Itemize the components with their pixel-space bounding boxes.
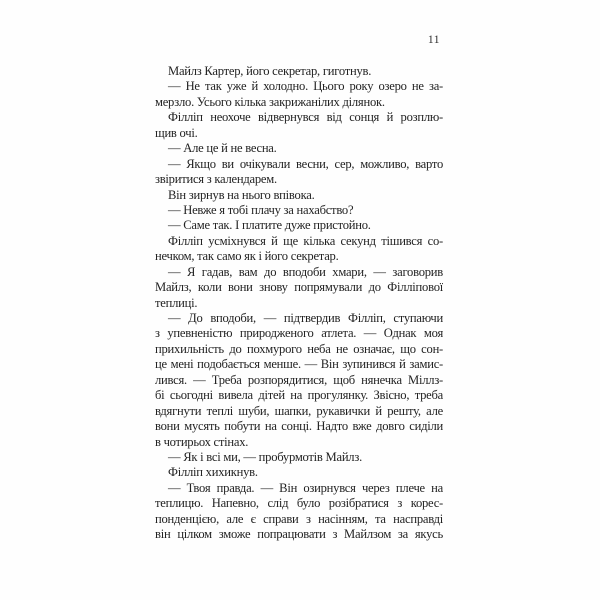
text-line: мерзло. Усього кілька закрижанілих ділянок. xyxy=(155,94,385,109)
text-line: Майлз Картер, його секретар, гиготнув. xyxy=(168,64,372,78)
page-number: 11 xyxy=(427,34,440,46)
text-line: нечком, так само як і його секретар. xyxy=(155,249,339,264)
text-line: щив очі. xyxy=(155,125,198,140)
text-line: лився. — Треба розпорядитися, щоб нянечка Міллз- xyxy=(155,372,443,387)
text-line: понденцією, але є справи з насінням, та насправді xyxy=(155,511,443,526)
text-line: звіритися з календарем. xyxy=(155,172,277,187)
text-line: вони мусять побути на сонці. Надто вже довго сиділи xyxy=(155,419,443,434)
text-line: — Якщо ви очікували весни, сер, можливо, варто xyxy=(168,156,443,171)
page-text xyxy=(155,64,443,543)
text-line: він цілком зможе попрацювати з Майлзом за якусь xyxy=(155,527,443,542)
text-line: — Невже я тобі плачу за нахабство? xyxy=(168,202,354,217)
text-line: теплиці. xyxy=(155,295,198,310)
text-line: — Твоя правда. — Він озирнувся через плече на xyxy=(168,480,443,495)
text-line: вдягнути теплі шуби, шапки, рукавички й решту, але xyxy=(155,403,443,418)
text-line: Майлз, коли вони знову попрямували до Філліпової xyxy=(155,280,443,295)
text-line: Філліп хихикнув. xyxy=(168,465,258,480)
text-line: прихильність до похмурого неба не означає, що сон- xyxy=(155,341,443,356)
text-line: — До вподоби, — підтвердив Філліп, ступаючи xyxy=(168,311,443,325)
text-line: — Але це й не весна. xyxy=(168,141,277,156)
text-line: — Як і всі ми, — пробурмотів Майлз. xyxy=(168,449,362,464)
text-line: Філліп усміхнувся й ще кілька секунд тішився со- xyxy=(168,233,443,248)
text-line: — Я гадав, вам до вподоби хмари, — заговорив xyxy=(168,264,443,279)
text-line: — Не так уже й холодно. Цього року озеро не за- xyxy=(168,79,443,94)
text-line: — Саме так. І платите дуже пристойно. xyxy=(168,218,371,233)
text-line: це мені подобається менше. — Він зупинився й замис- xyxy=(155,357,443,372)
text-line: теплицю. Напевно, слід було розібратися з корес- xyxy=(155,496,443,511)
text-line: Філліп неохоче відвернувся від сонця й розплю- xyxy=(168,110,443,125)
text-line: бі сьогодні вивела дітей на прогулянку. Звісно, треба xyxy=(155,388,443,403)
text-line: Він зирнув на нього впівока. xyxy=(168,187,315,202)
text-line: з упевненістю природженого атлета. — Однак моя xyxy=(155,326,443,341)
text-line: в чотирьох стінах. xyxy=(155,434,249,449)
